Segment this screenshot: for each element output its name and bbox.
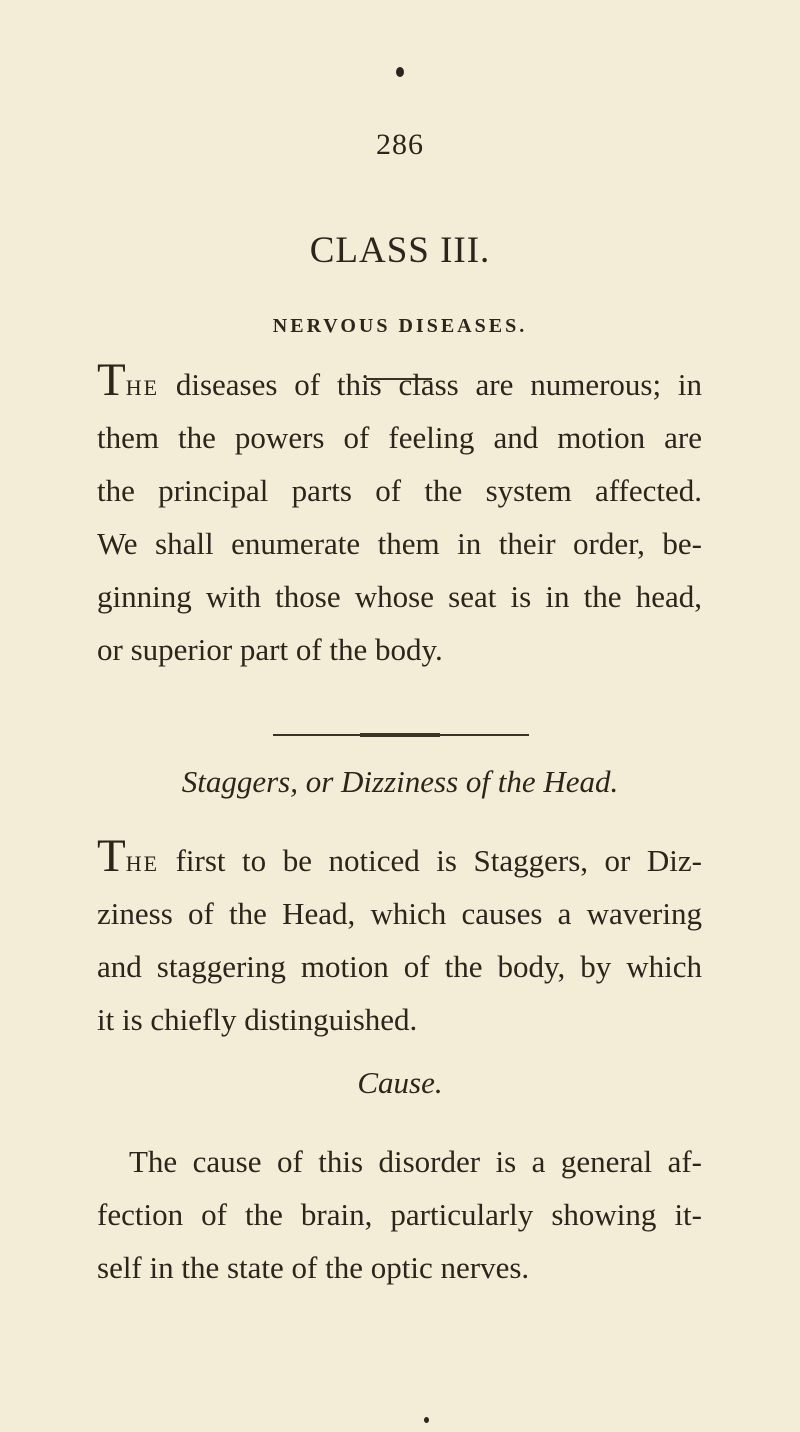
paragraph-line: ginning with those whose seat is in the head, xyxy=(97,579,702,614)
paragraph-line xyxy=(97,830,702,887)
paragraph-line: and staggering motion of the body, by which xyxy=(97,949,702,984)
paragraph-line: self in the state of the optic nerves. xyxy=(97,1250,530,1285)
drop-capital: T xyxy=(97,354,126,406)
paragraph-line xyxy=(97,354,702,411)
long-divider-thick-center xyxy=(360,733,440,737)
paragraph-line: fection of the brain, particularly showing it- xyxy=(97,1197,702,1232)
cause-paragraph xyxy=(97,1135,702,1294)
ink-dot xyxy=(424,1417,429,1423)
paragraph-line: The cause of this disorder is a general af- xyxy=(129,1144,702,1179)
drop-capital: T xyxy=(97,830,126,882)
intro-paragraph xyxy=(97,354,702,676)
staggers-paragraph xyxy=(97,830,702,1046)
class-heading: CLASS III. xyxy=(309,230,491,271)
disease-heading: Staggers, or Dizziness of the Head. xyxy=(181,764,619,799)
paragraph-line: it is chiefly distinguished. xyxy=(97,1002,418,1037)
ink-dot xyxy=(396,67,404,77)
line-text: diseases of this class are numerous; in xyxy=(159,367,702,402)
paragraph-line: or superior part of the body. xyxy=(97,632,443,667)
paragraph-line: the principal parts of the system affected. xyxy=(97,473,702,508)
page-number: 286 xyxy=(376,128,424,161)
line-text: first to be noticed is Staggers, or Diz- xyxy=(159,843,702,878)
paragraph-line: them the powers of feeling and motion are xyxy=(97,420,702,455)
small-caps-word: HE xyxy=(125,375,160,400)
small-caps-word: HE xyxy=(125,851,160,876)
paragraph-line: ziness of the Head, which causes a wavering xyxy=(97,896,702,931)
section-heading: NERVOUS DISEASES. xyxy=(272,315,528,337)
cause-heading: Cause. xyxy=(357,1065,443,1100)
paragraph-line: We shall enumerate them in their order, be- xyxy=(97,526,702,561)
